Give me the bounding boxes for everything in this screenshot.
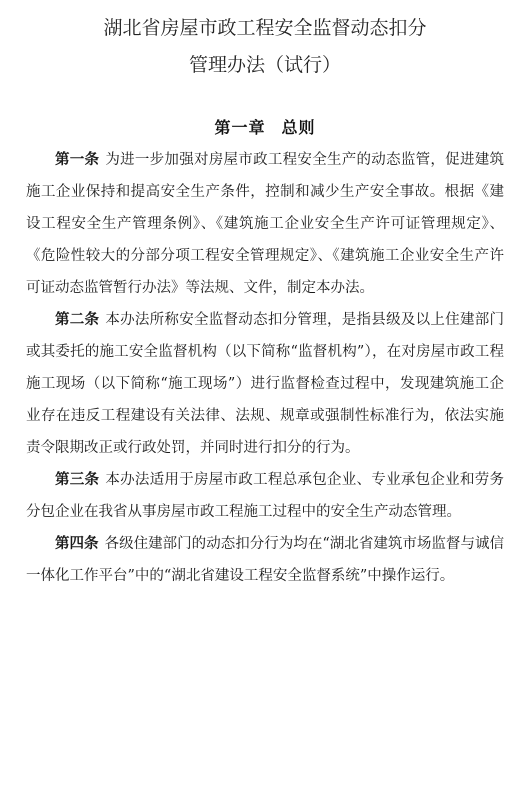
article-2-text: 本办法所称安全监督动态扣分管理，是指县级及以上住建部门或其委托的施工安全监督机构（以下简称“监督机构”），在对房屋市政工程施工现场（以下简称“施工现场”）进行监督检查过程中，发现建筑施工企业存在违反工程建设有关法律、法规、规章或强制性标准行为，依法实施责令限期改正或行政处罚，并同时进行扣分的行为。 — [26, 312, 504, 456]
article-1-label: 第一条 — [55, 152, 100, 168]
chapter-number: 第一章 — [214, 118, 266, 137]
article-2-label: 第二条 — [55, 312, 100, 328]
chapter-name: 总则 — [281, 118, 316, 137]
article-3-text: 本办法适用于房屋市政工程总承包企业、专业承包企业和劳务分包企业在我省从事房屋市政工程施工过程中的安全生产动态管理。 — [26, 472, 504, 520]
article-3 — [26, 464, 504, 528]
document-title-line2: 管理办法（试行） — [188, 54, 341, 76]
article-4-label: 第四条 — [55, 536, 99, 552]
article-3-label: 第三条 — [55, 472, 100, 488]
article-1 — [26, 144, 504, 304]
document-title-line1: 湖北省房屋市政工程安全监督动态扣分 — [103, 17, 427, 39]
article-1-text: 为进一步加强对房屋市政工程安全生产的动态监管，促进建筑施工企业保持和提高安全生产条件，控制和减少生产安全事故。根据《建设工程安全生产管理条例》、《建筑施工企业安全生产许可证管理规定》、《危险性较大的分部分项工程安全管理规定》、《建筑施工企业安全生产许可证动态监管暂行办法》等法规、文件，制定本办法。 — [26, 152, 504, 296]
article-4 — [26, 528, 504, 592]
article-2 — [26, 304, 504, 464]
article-4-text: 各级住建部门的动态扣分行为均在“湖北省建筑市场监督与诚信一体化工作平台”中的“湖北省建设工程安全监督系统”中操作运行。 — [26, 536, 504, 584]
chapter-heading — [26, 115, 504, 138]
